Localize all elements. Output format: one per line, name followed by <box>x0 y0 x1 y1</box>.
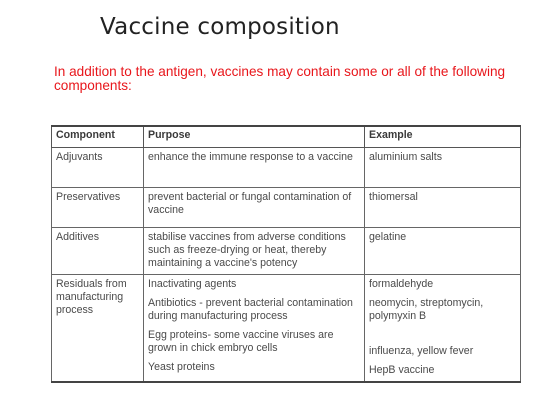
purpose-item: Egg proteins- some vaccine viruses are grown in chick embryo cells <box>148 329 334 354</box>
component-cell: Residuals from manufacturing process <box>52 275 144 383</box>
example-item: HepB vaccine <box>369 364 435 376</box>
purpose-cell: stabilise vaccines from adverse conditions such as freeze-drying or heat, thereby maintaining a vaccine's potency <box>144 228 365 275</box>
table-header-row <box>52 126 521 148</box>
page-title: Vaccine composition <box>100 14 340 40</box>
component-cell: Additives <box>52 228 144 275</box>
table-row <box>52 228 521 275</box>
example-item: formaldehyde <box>369 278 434 290</box>
table-row <box>52 188 521 228</box>
example-cell <box>365 275 521 383</box>
header-component: Component <box>52 126 144 148</box>
purpose-cell: enhance the immune response to a vaccine <box>144 148 365 188</box>
header-purpose: Purpose <box>144 126 365 148</box>
table-row <box>52 148 521 188</box>
component-cell: Adjuvants <box>52 148 144 188</box>
example-cell: thiomersal <box>365 188 521 228</box>
example-item: influenza, yellow fever <box>369 345 474 357</box>
purpose-item: Antibiotics - prevent bacterial contamination during manufacturing process <box>148 297 353 322</box>
purpose-item: Yeast proteins <box>148 361 215 373</box>
example-cell: gelatine <box>365 228 521 275</box>
intro-text: In addition to the antigen, vaccines may contain some or all of the following components: <box>54 64 506 93</box>
table-row-residuals <box>52 275 521 383</box>
purpose-cell: prevent bacterial or fungal contamination of vaccine <box>144 188 365 228</box>
header-example: Example <box>365 126 521 148</box>
example-item: neomycin, streptomycin, polymyxin B <box>369 297 484 322</box>
component-cell: Preservatives <box>52 188 144 228</box>
example-cell: aluminium salts <box>365 148 521 188</box>
purpose-item: Inactivating agents <box>148 278 237 290</box>
vaccine-components-table <box>51 125 521 383</box>
purpose-cell <box>144 275 365 383</box>
